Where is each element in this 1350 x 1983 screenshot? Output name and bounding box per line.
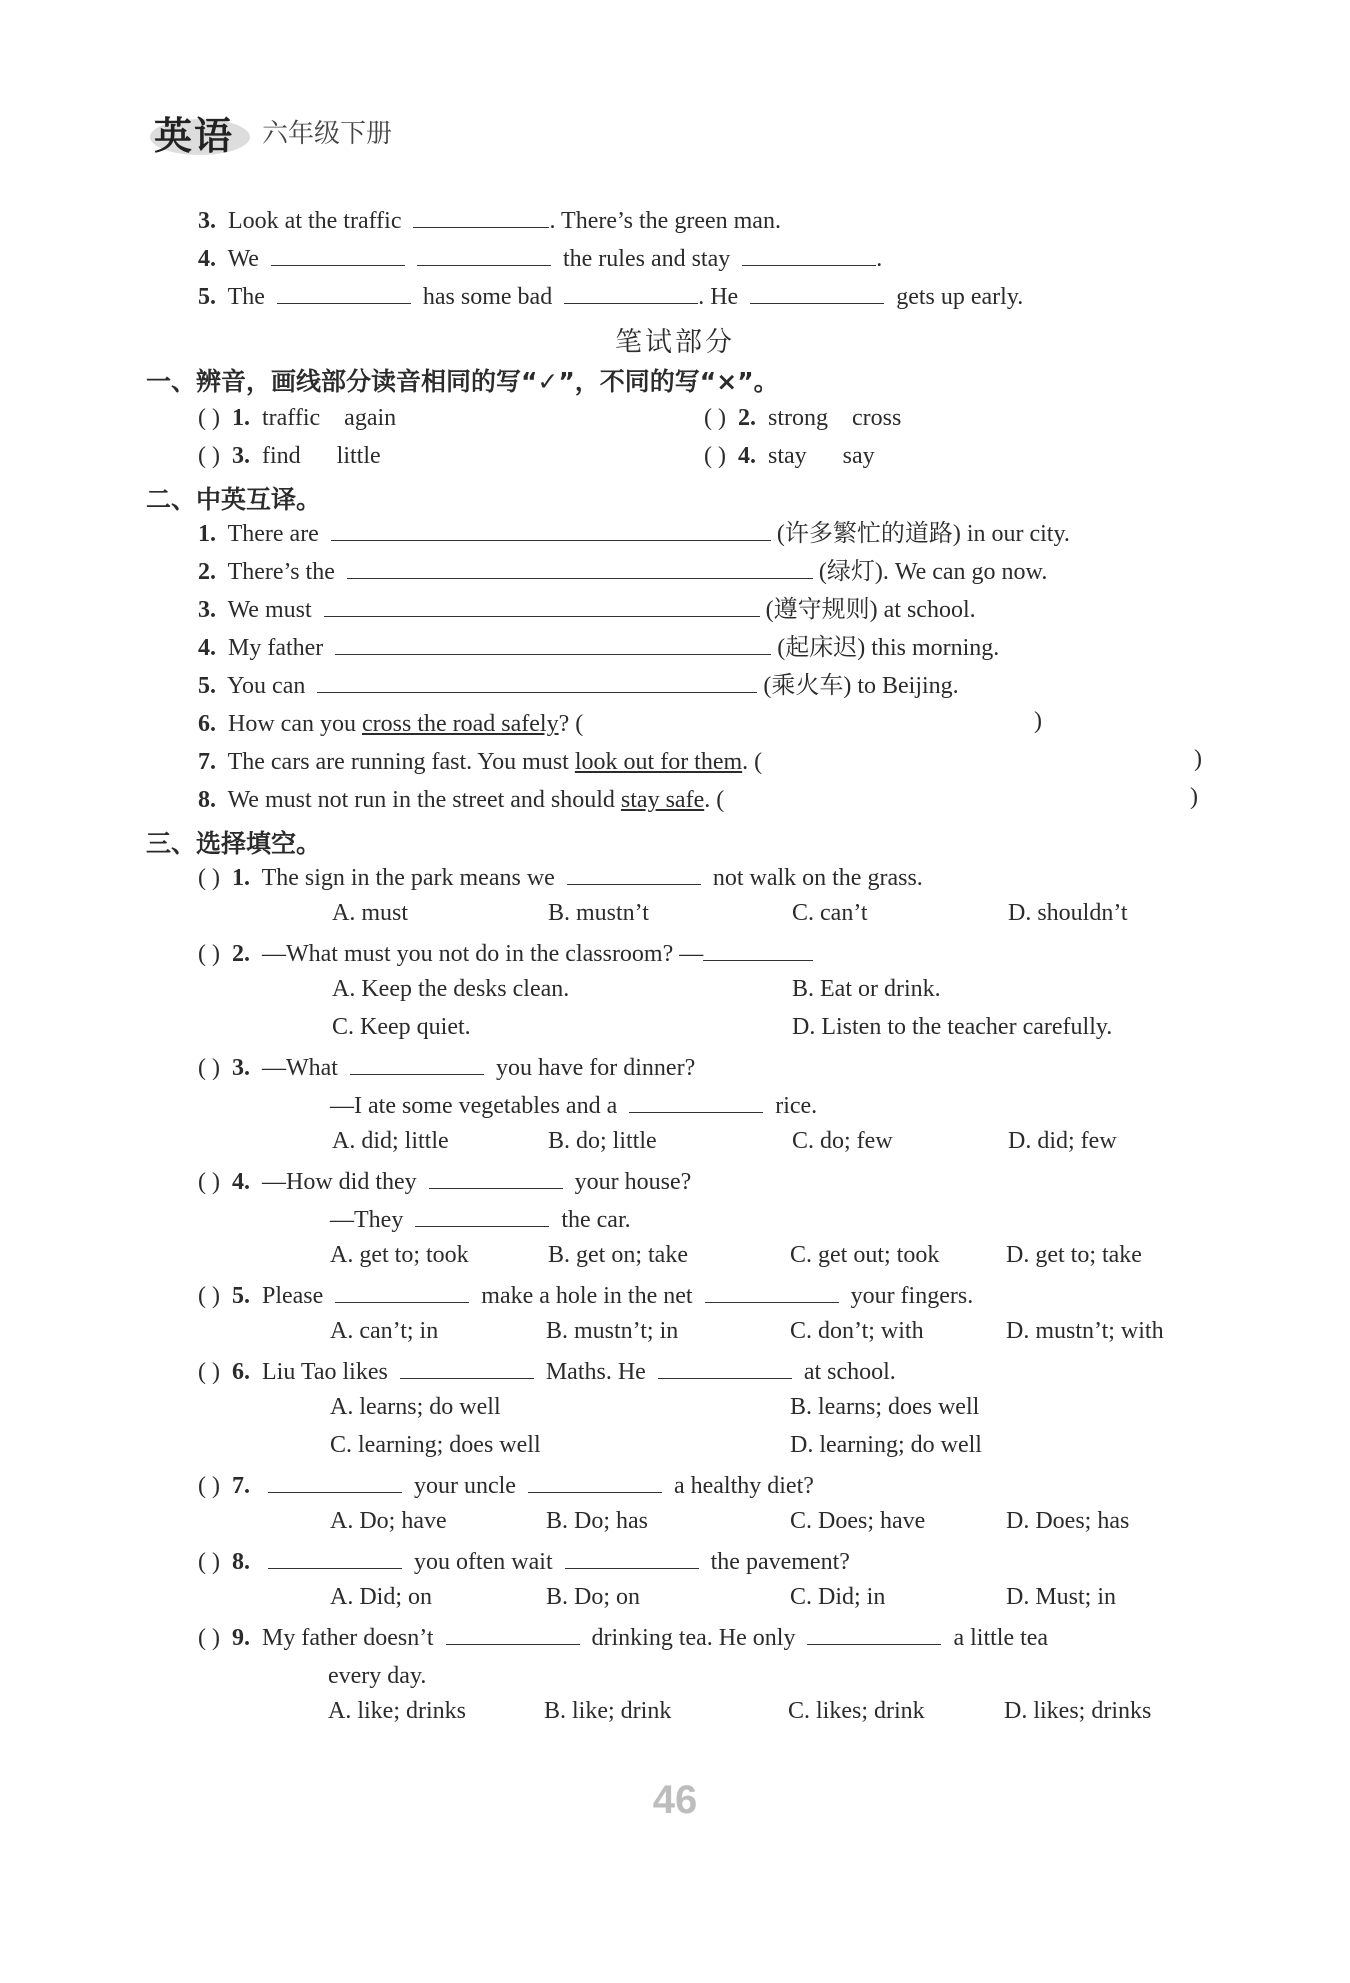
option-a[interactable]: A. must xyxy=(332,900,409,926)
option-d[interactable]: D. get to; take xyxy=(1006,1242,1142,1268)
option-b[interactable]: B. Do; has xyxy=(546,1508,648,1534)
option-d[interactable]: D. Does; has xyxy=(1006,1508,1130,1534)
s3-q5: ( ) 5. Please make a hole in the net your fingers. xyxy=(198,1280,973,1312)
blank[interactable] xyxy=(415,1204,549,1227)
option-c[interactable]: C. likes; drink xyxy=(788,1698,925,1724)
option-b[interactable]: B. get on; take xyxy=(548,1242,688,1268)
s3-q4: ( ) 4. —How did they your house? xyxy=(198,1166,691,1198)
blank[interactable] xyxy=(565,1546,699,1569)
s3-q9: ( ) 9. My father doesn’t drinking tea. He only a little tea xyxy=(198,1622,1048,1654)
s3-q9-line2: every day. xyxy=(328,1663,427,1689)
answer-paren[interactable]: ( ) xyxy=(198,1473,220,1499)
blank[interactable] xyxy=(347,556,813,579)
s2-item-6: 6. How can you cross the road safely? ( xyxy=(198,711,584,737)
blank[interactable] xyxy=(277,281,411,304)
blank[interactable] xyxy=(335,1280,469,1303)
option-a[interactable]: A. learns; do well xyxy=(330,1394,501,1420)
option-c[interactable]: C. Did; in xyxy=(790,1584,886,1610)
s2-item-5: 5. You can (乘火车) to Beijing. xyxy=(198,670,959,702)
option-a[interactable]: A. like; drinks xyxy=(328,1698,466,1724)
answer-paren[interactable]: ( ) xyxy=(198,941,220,967)
option-d[interactable]: D. did; few xyxy=(1008,1128,1117,1154)
blank[interactable] xyxy=(629,1090,763,1113)
answer-paren[interactable]: ( ) xyxy=(198,1283,220,1309)
blank[interactable] xyxy=(268,1470,402,1493)
option-d[interactable]: D. Must; in xyxy=(1006,1584,1117,1610)
option-d[interactable]: D. mustn’t; with xyxy=(1006,1318,1164,1344)
blank[interactable] xyxy=(400,1356,534,1379)
blank[interactable] xyxy=(750,281,884,304)
s2-item-2: 2. There’s the (绿灯). We can go now. xyxy=(198,556,1047,588)
subject-title: 英语 xyxy=(154,114,235,158)
blank[interactable] xyxy=(413,205,549,228)
blank[interactable] xyxy=(807,1622,941,1645)
blank[interactable] xyxy=(271,243,405,266)
option-b[interactable]: B. mustn’t; in xyxy=(546,1318,679,1344)
page-number: 46 xyxy=(652,1778,698,1822)
oral-item-3: 3. Look at the traffic . There’s the green man. xyxy=(198,205,781,237)
blank[interactable] xyxy=(429,1166,563,1189)
blank[interactable] xyxy=(417,243,551,266)
option-c[interactable]: C. get out; took xyxy=(790,1242,940,1268)
answer-paren[interactable]: ( ) xyxy=(198,1625,220,1651)
answer-paren[interactable]: ( ) xyxy=(198,405,220,431)
option-d[interactable]: D. Listen to the teacher carefully. xyxy=(792,1014,1113,1040)
blank[interactable] xyxy=(317,670,757,693)
translation-paren-close: ) xyxy=(1034,708,1042,734)
answer-paren[interactable]: ( ) xyxy=(198,1169,220,1195)
s3-q3: ( ) 3. —What you have for dinner? xyxy=(198,1052,695,1084)
s2-item-8: 8. We must not run in the street and should stay safe. ( xyxy=(198,787,725,813)
s1-item-3: ( ) 3. find little xyxy=(198,443,381,469)
answer-paren[interactable]: ( ) xyxy=(198,1359,220,1385)
option-d[interactable]: D. likes; drinks xyxy=(1004,1698,1152,1724)
grade-label: 六年级下册 xyxy=(262,119,393,149)
option-c[interactable]: C. can’t xyxy=(792,900,868,926)
blank[interactable] xyxy=(350,1052,484,1075)
blank[interactable] xyxy=(564,281,698,304)
option-c[interactable]: C. Keep quiet. xyxy=(332,1014,471,1040)
s2-item-7: 7. The cars are running fast. You must look out for them. ( xyxy=(198,749,763,775)
answer-paren[interactable]: ( ) xyxy=(704,443,726,469)
section-1-title: 一、辨音，画线部分读音相同的写“✓”，不同的写“×”。 xyxy=(146,367,779,396)
s3-q7: ( ) 7. your uncle a healthy diet? xyxy=(198,1470,814,1502)
s1-item-1: ( ) 1. traffic again xyxy=(198,405,397,431)
option-c[interactable]: C. learning; does well xyxy=(330,1432,541,1458)
answer-paren[interactable]: ( ) xyxy=(198,865,220,891)
option-a[interactable]: A. Keep the desks clean. xyxy=(332,976,570,1002)
option-c[interactable]: C. do; few xyxy=(792,1128,893,1154)
blank[interactable] xyxy=(705,1280,839,1303)
s3-q4-line2: —They the car. xyxy=(330,1204,631,1236)
blank[interactable] xyxy=(268,1546,402,1569)
answer-paren[interactable]: ( ) xyxy=(704,405,726,431)
blank[interactable] xyxy=(528,1470,662,1493)
option-b[interactable]: B. like; drink xyxy=(544,1698,672,1724)
blank[interactable] xyxy=(658,1356,792,1379)
section-2-title: 二、中英互译。 xyxy=(146,485,322,514)
blank[interactable] xyxy=(331,518,771,541)
blank[interactable] xyxy=(446,1622,580,1645)
s3-q1: ( ) 1. The sign in the park means we not walk on the grass. xyxy=(198,862,923,894)
option-c[interactable]: C. Does; have xyxy=(790,1508,926,1534)
section-3-title: 三、选择填空。 xyxy=(146,829,322,858)
translation-paren-close: ) xyxy=(1194,746,1202,772)
option-a[interactable]: A. can’t; in xyxy=(330,1318,439,1344)
s1-item-2: ( ) 2. strong cross xyxy=(704,405,902,431)
blank[interactable] xyxy=(703,938,813,961)
option-a[interactable]: A. Did; on xyxy=(330,1584,432,1610)
option-a[interactable]: A. Do; have xyxy=(330,1508,447,1534)
s3-q3-line2: —I ate some vegetables and a rice. xyxy=(330,1090,817,1122)
answer-paren[interactable]: ( ) xyxy=(198,443,220,469)
answer-paren[interactable]: ( ) xyxy=(198,1055,220,1081)
s2-item-3: 3. We must (遵守规则) at school. xyxy=(198,594,976,626)
translation-paren-close: ) xyxy=(1190,784,1198,810)
option-d[interactable]: D. learning; do well xyxy=(790,1432,982,1458)
option-b[interactable]: B. mustn’t xyxy=(548,900,649,926)
blank[interactable] xyxy=(335,632,771,655)
s2-item-4: 4. My father (起床迟) this morning. xyxy=(198,632,999,664)
s3-q6: ( ) 6. Liu Tao likes Maths. He at school. xyxy=(198,1356,896,1388)
oral-item-5: 5. The has some bad . He gets up early. xyxy=(198,281,1023,313)
option-b[interactable]: B. do; little xyxy=(548,1128,657,1154)
option-a[interactable]: A. did; little xyxy=(332,1128,449,1154)
option-d[interactable]: D. shouldn’t xyxy=(1008,900,1128,926)
answer-paren[interactable]: ( ) xyxy=(198,1549,220,1575)
option-b[interactable]: B. Eat or drink. xyxy=(792,976,941,1002)
option-b[interactable]: B. learns; does well xyxy=(790,1394,980,1420)
written-part-title: 笔试部分 xyxy=(615,327,735,358)
s2-item-1: 1. There are (许多繁忙的道路) in our city. xyxy=(198,518,1070,550)
blank[interactable] xyxy=(567,862,701,885)
blank[interactable] xyxy=(742,243,876,266)
blank[interactable] xyxy=(324,594,760,617)
s3-q8: ( ) 8. you often wait the pavement? xyxy=(198,1546,850,1578)
s3-q2: ( ) 2. —What must you not do in the classroom? — xyxy=(198,938,813,970)
option-c[interactable]: C. don’t; with xyxy=(790,1318,924,1344)
s1-item-4: ( ) 4. stay say xyxy=(704,443,875,469)
oral-item-4: 4. We the rules and stay . xyxy=(198,243,882,275)
option-b[interactable]: B. Do; on xyxy=(546,1584,641,1610)
option-a[interactable]: A. get to; took xyxy=(330,1242,469,1268)
